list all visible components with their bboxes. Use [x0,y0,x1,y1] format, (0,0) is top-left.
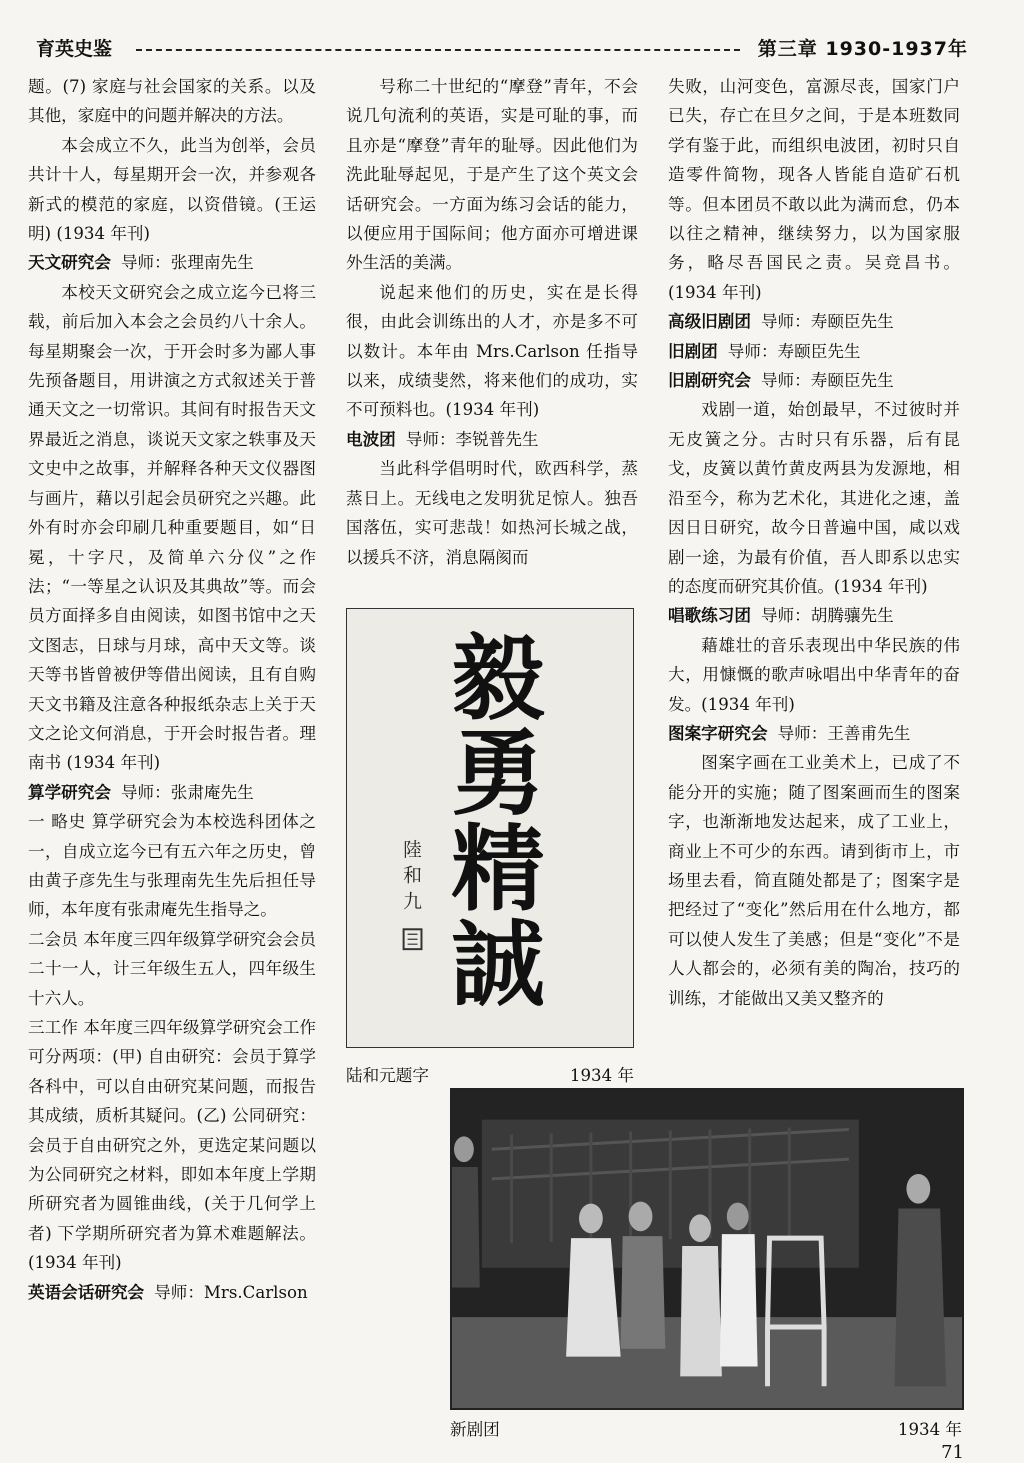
section-heading [668,719,960,748]
calligraphy-char: 誠 [451,909,545,1020]
paragraph: 戏剧一道，始创最早，不过彼时并无皮簧之分。古时只有乐器，后有昆戈，皮簧以黄竹黄皮两县为发源地，相沿至今，称为艺术化，其进化之速，盖因日日研究，故今日普遍中国，咸以戏剧一途，为最有价值，吾人即系以忠实的态度而研究其价值。(1934 年刊) [668,400,960,596]
photo-caption [450,1416,964,1440]
text-column-2 [346,72,638,572]
section-mentor: 导师：胡腾骧先生 [760,606,894,626]
photo-caption-text: 新剧团 [450,1420,500,1439]
section-name: 电波团 [346,429,396,449]
section-name: 图案字研究会 [668,723,768,743]
paragraph: 当此科学倡明时代，欧西科学，蒸蒸日上。无线电之发明犹足惊人。独吾国落伍，实可悲哉！如热河长城之战，以援兵不济，消息隔阂而 [346,459,638,567]
paragraph: 失败，山河变色，富源尽丧，国家门户已失，存亡在旦夕之间，于是本班数同学有鉴于此，而组织电波团，初时只自造零件简物，现各人皆能自造矿石机等。但本团员不敢以此为满而怠，仍本以往之精神，继续努力，以为国家服务，略尽吾国民之责。吴竞昌书。(1934 年刊) [668,77,960,302]
paragraph: 号称二十世纪的“摩登”青年，不会说几句流利的英语，实是可耻的事，而且亦是“摩登”青年的耻辱。因此他们为洗此耻辱起见，于是产生了这个英文会话研究会。一方面为练习会话的能力，以便应用于国际间；他方面亦可增进课外生活的美满。 [346,77,638,273]
section-heading [668,366,960,395]
actor [906,1174,930,1204]
paragraph: 本会成立不久，此当为创举，会员共计十人，每星期开会一次，并参观各新式的模范的家庭，以资借镜。(王运明) (1934 年刊) [28,135,316,244]
paragraph: 题。(7) 家庭与社会国家的关系。以及其他，家庭中的问题并解决的方法。 [28,77,316,126]
section-heading [668,337,960,366]
calligraphy-caption-year: 1934 年 [569,1066,634,1085]
section-name: 高级旧剧团 [668,312,751,332]
actor [452,1167,480,1287]
text-column-3 [668,72,960,1013]
signature-char: 和 [403,864,422,887]
section-heading [668,307,960,336]
calligraphy-char: 精 [451,814,545,925]
text-column-1 [28,72,316,1307]
section-name: 算学研究会 [28,782,111,802]
section-mentor: 导师：王善甫先生 [777,723,911,743]
book-title: 育英史鉴 [36,38,113,60]
drama-troupe-photo [450,1088,964,1410]
paragraph: 二会员 本年度三四年级算学研究会会员二十一人，计三年级生五人，四年级生十六人。 [28,929,316,1008]
paragraph: 本校天文研究会之成立迄今已将三载，前后加入本会之会员约八十余人。每星期聚会一次，于开会时多为鄙人事先预备题目，用讲演之方式叙述关于普通天文之一切常识。其间有时报告天文界最近之消息，谈说天文家之轶事及天文史中之故事，并解释各种天文仪器图与画片，藉以引起会员研究之兴趣。此外有时亦会印刷几种重要题目，如“日冕，十字尺，及简单六分仪”之作法；“一等星之认识及其典故”等。而会员方面择多自由阅读，如图书馆中之天文图志，日球与月球，高中天文等。谈天等书皆曾被伊等借出阅读，且有自购天文书籍及注意各种报纸杂志上关于天文之论文何消息，于开会时报告者。理南书 (1934 年刊) [28,282,316,773]
section-mentor: 导师：李锐普先生 [405,429,539,449]
section-mentor: 导师：寿颐臣先生 [727,341,861,361]
actor [689,1214,711,1242]
signature-char: 陸 [403,838,422,861]
seal-mark [408,934,418,944]
actor [895,1209,947,1387]
calligraphy-char: 勇 [451,719,545,830]
section-mentor: 导师：寿颐臣先生 [760,312,894,332]
section-mentor: 导师：张肃庵先生 [120,782,254,802]
actor [579,1204,603,1234]
section-heading [28,248,316,277]
actor [621,1236,666,1349]
signature-char: 九 [403,890,422,913]
actor [720,1234,758,1366]
paragraph: 图案字画在工业美术上，已成了不能分开的实施；随了图案画而生的图案字，也渐渐地发达起来，成了工业上，商业上不可少的东西。请到街市上，市场里去看，简直随处都是了；图案字是把经过了“变化”然后用在什么地方，都可以使人发生了美感；但是“变化”不是人人都会的，必须有美的陶冶，技巧的训练，才能做出又美又整齐的 [668,753,960,1008]
page-number: 71 [941,1442,964,1463]
chapter-title: 第三章 1930-1937年 [757,38,968,60]
section-heading [346,425,638,454]
calligraphy-caption [346,1062,638,1086]
calligraphy-image [346,608,634,1048]
photo-artwork [452,1090,962,1408]
calligraphy-artwork [347,609,633,1047]
section-name: 天文研究会 [28,253,111,273]
section-name: 旧剧研究会 [668,371,751,391]
section-heading [28,1278,316,1307]
section-heading [668,601,960,630]
section-mentor: 导师：寿颐臣先生 [760,371,894,391]
paragraph: 一 略史 算学研究会为本校选科团体之一，自成立迄今已有五六年之历史，曾由黄子彦先生与张理南先生先后担任导师，本年度有张肃庵先生指导之。 [28,812,316,920]
section-name: 旧剧团 [668,341,718,361]
calligraphy-caption-text: 陆和元题字 [346,1066,429,1085]
section-mentor: 导师：Mrs.Carlson [154,1282,308,1302]
paragraph: 藉雄壮的音乐表现出中华民族的伟大，用慷慨的歌声咏唱出中华青年的奋发。(1934 年刊) [668,635,960,714]
section-heading [28,778,316,807]
paragraph: 三工作 本年度三四年级算学研究会工作可分两项：(甲) 自由研究：会员于算学各科中，可以自由研究某问题，而报告其成绩，质析其疑问。(乙) 公同研究：会员于自由研究之外，更选定某问题以为公同研究之材料，即如本年度上学期所研究者为圆锥曲线，(关于几何学上者) 下学期所研究者为算术难题解法。(1934 年刊) [28,1018,316,1273]
header-dashed-rule [136,49,740,51]
photo-caption-year: 1934 年 [897,1420,962,1439]
section-name: 唱歌练习团 [668,606,751,626]
actor [727,1203,749,1231]
paragraph: 说起来他们的历史，实在是长得很，由此会训练出的人才，亦是多不可以数计。本年由 Mrs.Carlson 任指导以来，成绩斐然，将来他们的成功，实不可预料也。(1934 年刊) [346,282,638,420]
actor [629,1202,653,1232]
section-name: 英语会话研究会 [28,1282,145,1302]
running-header [28,34,968,64]
actor [454,1136,474,1162]
section-mentor: 导师：张理南先生 [120,253,254,273]
calligraphy-char: 毅 [451,623,545,734]
actor [680,1246,722,1376]
